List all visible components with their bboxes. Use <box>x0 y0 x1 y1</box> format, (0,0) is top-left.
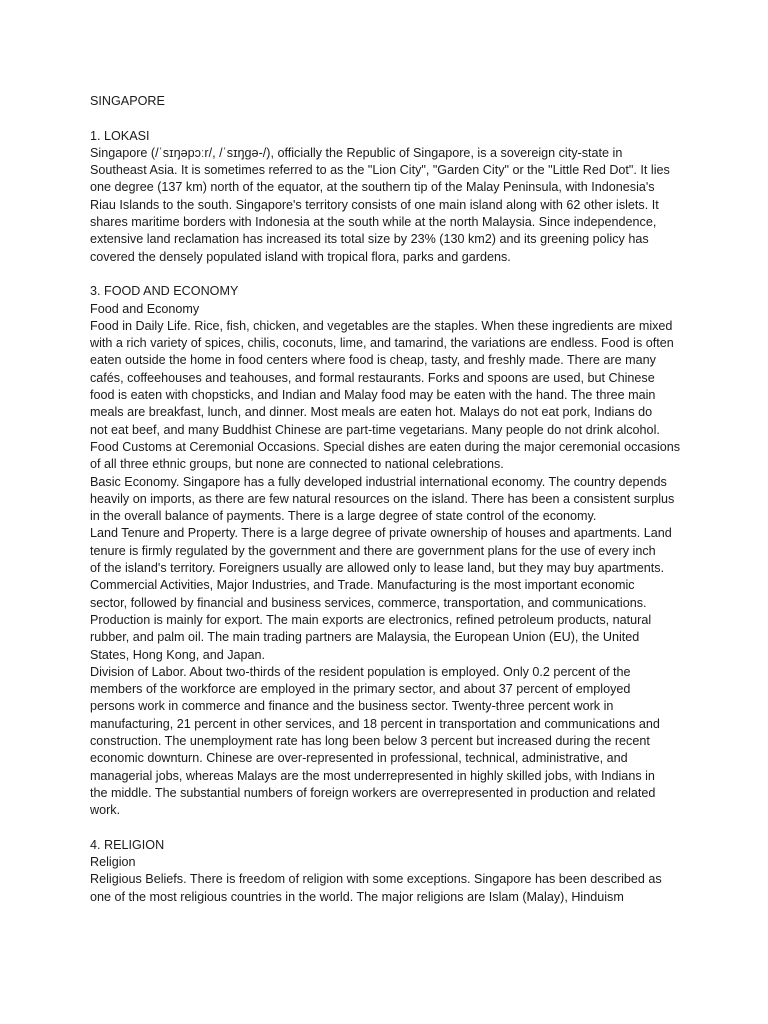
body-line: Food Customs at Ceremonial Occasions. Special dishes are eaten during the major ceremonial occasions <box>90 439 681 454</box>
section-lokasi <box>90 128 690 266</box>
body-line: meals are breakfast, lunch, and dinner. Most meals are eaten hot. Malays do not eat pork, Indians do <box>90 405 653 420</box>
section-heading: 4. RELIGION <box>90 837 165 852</box>
section-heading: 3. FOOD AND ECONOMY <box>90 284 239 299</box>
body-line: Religious Beliefs. There is freedom of religion with some exceptions. Singapore has been described as <box>90 872 662 887</box>
spacer <box>90 819 690 836</box>
spacer <box>90 266 690 283</box>
body-line: Riau Islands to the south. Singapore's territory consists of one main island along with 62 other islets. It <box>90 197 659 212</box>
document-page <box>90 93 690 906</box>
body-line: Food in Daily Life. Rice, fish, chicken, and vegetables are the staples. When these ingredients are mixed <box>90 318 673 333</box>
body-line: one degree (137 km) north of the equator, at the southern tip of the Malay Peninsula, with Indonesia's <box>90 180 655 195</box>
section-body <box>90 871 690 906</box>
section-subheading: Food and Economy <box>90 301 200 316</box>
body-line: Singapore (/ˈsɪŋəpɔːr/, /ˈsɪŋɡə-/), officially the Republic of Singapore, is a sovereign city-state in <box>90 145 623 160</box>
body-line: eaten outside the home in food centers where food is cheap, tasty, and freshly made. There are many <box>90 353 656 368</box>
body-line: shares maritime borders with Indonesia at the south while at the north Malaysia. Since independence, <box>90 215 657 230</box>
body-line: economic downturn. Chinese are over-represented in professional, technical, administrative, and <box>90 751 628 766</box>
body-line: the middle. The substantial numbers of foreign workers are overrepresented in production and related <box>90 785 656 800</box>
body-line: States, Hong Kong, and Japan. <box>90 647 266 662</box>
body-line: members of the workforce are employed in the primary sector, and about 37 percent of employed <box>90 682 631 697</box>
section-religion <box>90 837 690 906</box>
body-line: heavily on imports, as there are few natural resources on the island. There has been a consistent surplus <box>90 491 675 506</box>
section-heading: 1. LOKASI <box>90 128 150 143</box>
body-line: extensive land reclamation has increased its total size by 23% (130 km2) and its greening policy has <box>90 232 649 247</box>
section-food-economy <box>90 283 690 819</box>
body-line: Land Tenure and Property. There is a large degree of private ownership of houses and apartments. Land <box>90 526 672 541</box>
section-subheading: Religion <box>90 855 136 870</box>
body-line: of the island's territory. Foreigners usually are allowed only to lease land, but they may buy apartments. <box>90 561 665 576</box>
body-line: sector, followed by financial and business services, commerce, transportation, and communications. <box>90 595 647 610</box>
body-line: rubber, and palm oil. The main trading partners are Malaysia, the European Union (EU), the United <box>90 630 640 645</box>
body-line: covered the densely populated island with tropical flora, parks and gardens. <box>90 249 511 264</box>
body-line: work. <box>90 803 121 818</box>
body-line: of all three ethnic groups, but none are connected to national celebrations. <box>90 457 504 472</box>
body-line: persons work in commerce and finance and the business sector. Twenty-three percent work in <box>90 699 614 714</box>
body-line: Basic Economy. Singapore has a fully developed industrial international economy. The country depends <box>90 474 667 489</box>
body-line: Commercial Activities, Major Industries, and Trade. Manufacturing is the most important economic <box>90 578 635 593</box>
body-line: in the overall balance of payments. There is a large degree of state control of the economy. <box>90 509 597 524</box>
body-line: cafés, coffeehouses and teahouses, and formal restaurants. Forks and spoons are used, but Chinese <box>90 370 655 385</box>
spacer <box>90 110 690 127</box>
body-line: with a rich variety of spices, chilis, coconuts, lime, and tamarind, the variations are endless. Food is often <box>90 336 674 351</box>
document-title: SINGAPORE <box>90 94 165 108</box>
body-line: tenure is firmly regulated by the government and there are government plans for the use of every inch <box>90 543 656 558</box>
section-body <box>90 145 690 266</box>
body-line: not eat beef, and many Buddhist Chinese are part-time vegetarians. Many people do not drink alcohol. <box>90 422 660 437</box>
body-line: one of the most religious countries in the world. The major religions are Islam (Malay), Hinduism <box>90 889 624 904</box>
body-line: Division of Labor. About two-thirds of the resident population is employed. Only 0.2 percent of the <box>90 664 631 679</box>
body-line: food is eaten with chopsticks, and Indian and Malay food may be eaten with the hand. The three main <box>90 388 656 403</box>
body-line: construction. The unemployment rate has long been below 3 percent but increased during the recent <box>90 733 650 748</box>
body-line: manufacturing, 21 percent in other services, and 18 percent in transportation and communications and <box>90 716 660 731</box>
body-line: managerial jobs, whereas Malays are the most underrepresented in highly skilled jobs, with Indians in <box>90 768 655 783</box>
body-line: Southeast Asia. It is sometimes referred to as the "Lion City", "Garden City" or the "Little Red Dot". It lies <box>90 163 670 178</box>
body-line: Production is mainly for export. The main exports are electronics, refined petroleum products, natural <box>90 612 652 627</box>
section-body <box>90 318 690 820</box>
